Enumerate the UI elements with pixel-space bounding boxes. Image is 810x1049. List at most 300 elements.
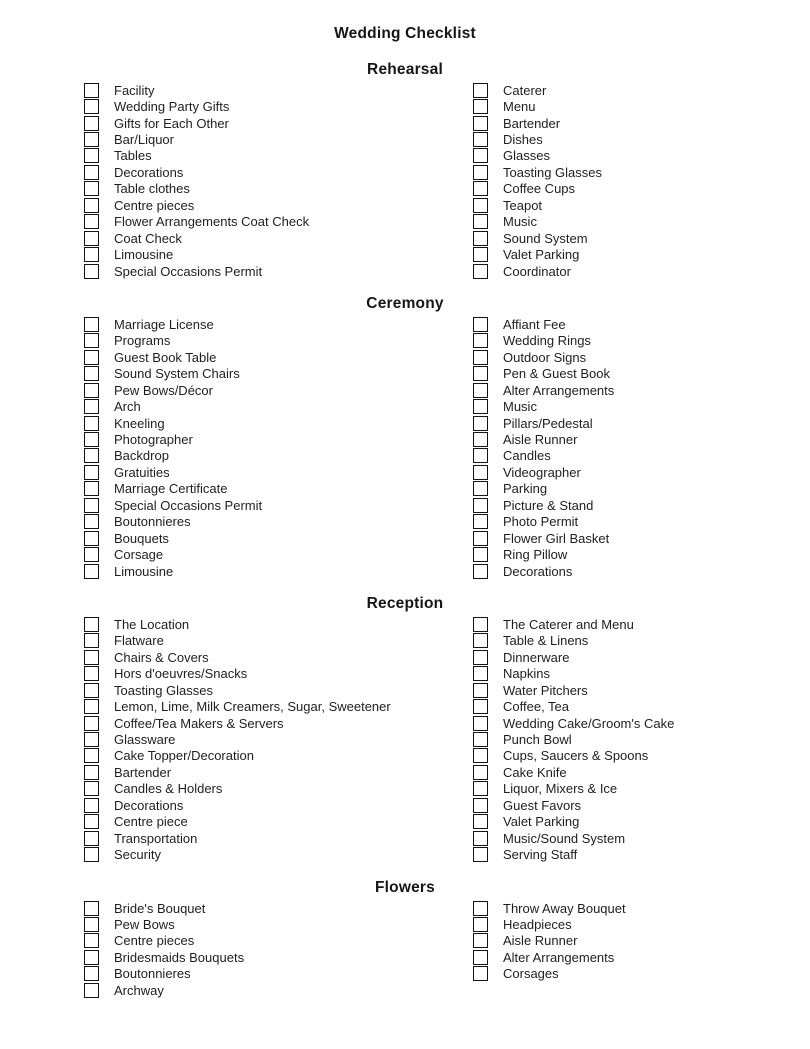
checklist-item-label: Ring Pillow — [503, 547, 568, 563]
checklist-item-row — [473, 316, 810, 332]
checklist-item-row — [84, 481, 473, 497]
checklist-item-row — [84, 497, 473, 513]
checkbox[interactable] — [84, 231, 99, 246]
checkbox[interactable] — [473, 514, 488, 529]
checklist-item-row — [473, 148, 810, 164]
checklist-item-label: Menu — [503, 99, 536, 115]
checklist-item-label: Coffee Cups — [503, 181, 576, 197]
checklist-item-label: Table clothes — [114, 181, 190, 197]
checklist-item-label: Coordinator — [503, 263, 571, 279]
checkbox[interactable] — [84, 514, 99, 529]
section-reception — [0, 596, 810, 863]
checklist-item-label: Sound System — [503, 230, 588, 246]
checkbox[interactable] — [473, 732, 488, 747]
checklist-item-row — [473, 546, 810, 562]
checkbox[interactable] — [84, 399, 99, 414]
checkbox[interactable] — [473, 933, 488, 948]
checkbox[interactable] — [473, 564, 488, 579]
checklist-item-label: Liquor, Mixers & Ice — [503, 781, 618, 797]
checklist-item-label: Toasting Glasses — [503, 164, 602, 180]
checklist-item-label: Music — [503, 214, 537, 230]
checklist-item-row — [84, 382, 473, 398]
checklist-item-row — [84, 698, 473, 714]
checklist-item-label: Special Occasions Permit — [114, 263, 263, 279]
checklist-item-label: Coffee, Tea — [503, 699, 570, 715]
checklist-item-row — [84, 715, 473, 731]
checklist-item-row — [473, 764, 810, 780]
checklist-item-label: Programs — [114, 333, 171, 349]
checklist-item-label: Bartender — [114, 764, 172, 780]
checkbox[interactable] — [84, 448, 99, 463]
section-ceremony — [0, 296, 810, 579]
checklist-item-label: Tables — [114, 148, 152, 164]
left-column — [84, 82, 473, 279]
checkbox[interactable] — [473, 317, 488, 332]
checklist-item-label: Table & Linens — [503, 633, 589, 649]
checklist-item-row — [84, 616, 473, 632]
checkbox[interactable] — [84, 465, 99, 480]
checkbox[interactable] — [84, 333, 99, 348]
checklist-item-row — [84, 82, 473, 98]
checklist-item-row — [473, 230, 810, 246]
checkbox[interactable] — [473, 699, 488, 714]
checkbox[interactable] — [84, 350, 99, 365]
left-column — [84, 316, 473, 579]
section-flowers — [0, 880, 810, 999]
checklist-item-label: Candles & Holders — [114, 781, 223, 797]
checkbox[interactable] — [473, 432, 488, 447]
checklist-item-label: Security — [114, 847, 161, 863]
checklist-item-label: Centre pieces — [114, 933, 195, 949]
checkbox[interactable] — [84, 716, 99, 731]
checklist-item-row — [84, 649, 473, 665]
checkbox[interactable] — [84, 416, 99, 431]
checklist-item-row — [473, 131, 810, 147]
checklist-item-row — [84, 546, 473, 562]
checklist-item-row — [473, 115, 810, 131]
checkbox[interactable] — [84, 983, 99, 998]
checklist-item-row — [84, 916, 473, 932]
checkbox[interactable] — [473, 198, 488, 213]
checkbox[interactable] — [473, 132, 488, 147]
checkbox[interactable] — [84, 666, 99, 681]
checklist-item-label: Punch Bowl — [503, 732, 572, 748]
checkbox[interactable] — [84, 781, 99, 796]
checklist-item-row — [84, 115, 473, 131]
checklist-item-row — [473, 846, 810, 862]
checkbox[interactable] — [84, 383, 99, 398]
checkbox[interactable] — [473, 465, 488, 480]
checklist-item-row — [84, 814, 473, 830]
checkbox[interactable] — [84, 950, 99, 965]
left-column — [84, 900, 473, 999]
right-column — [473, 316, 810, 579]
checklist-item-label: Centre pieces — [114, 197, 195, 213]
checklist-item-row — [473, 349, 810, 365]
checklist-item-row — [473, 382, 810, 398]
checklist-item-row — [84, 830, 473, 846]
checklist-item-label: Flower Girl Basket — [503, 530, 610, 546]
checkbox[interactable] — [84, 498, 99, 513]
checklist-item-row — [84, 731, 473, 747]
checklist-item-label: Limousine — [114, 247, 174, 263]
checklist-item-label: Marriage License — [114, 316, 214, 332]
checklist-item-row — [473, 263, 810, 279]
checkbox[interactable] — [473, 383, 488, 398]
checklist-item-row — [473, 682, 810, 698]
checklist-item-row — [473, 949, 810, 965]
checklist-item-row — [84, 846, 473, 862]
checkbox[interactable] — [84, 933, 99, 948]
checklist-item-row — [84, 563, 473, 579]
checkbox[interactable] — [473, 116, 488, 131]
checkbox[interactable] — [473, 165, 488, 180]
checklist-item-row — [473, 731, 810, 747]
checklist-item-label: Sound System Chairs — [114, 366, 240, 382]
checkbox[interactable] — [473, 99, 488, 114]
checklist-item-row — [84, 349, 473, 365]
checklist-item-row — [473, 246, 810, 262]
checkbox[interactable] — [473, 666, 488, 681]
checklist-item-label: Gratuities — [114, 464, 170, 480]
checklist-item-label: Bride's Bouquet — [114, 900, 206, 916]
checklist-item-row — [473, 214, 810, 230]
checklist-item-row — [473, 448, 810, 464]
checklist-item-label: Chairs & Covers — [114, 649, 209, 665]
checklist-item-label: Pew Bows/Décor — [114, 382, 213, 398]
section-columns — [0, 316, 810, 579]
left-column — [84, 616, 473, 863]
checklist-item-row — [473, 464, 810, 480]
checklist-item-row — [84, 197, 473, 213]
checklist-item-label: Centre piece — [114, 814, 188, 830]
checklist-item-label: Dishes — [503, 132, 543, 148]
checklist-item-label: Headpieces — [503, 916, 572, 932]
section-heading-ceremony: Ceremony — [366, 295, 444, 313]
checklist-item-label: Flatware — [114, 633, 164, 649]
checkbox[interactable] — [473, 416, 488, 431]
checkbox[interactable] — [473, 498, 488, 513]
checkbox[interactable] — [473, 231, 488, 246]
checkbox[interactable] — [473, 181, 488, 196]
checkbox[interactable] — [473, 448, 488, 463]
checklist-item-label: Decorations — [503, 563, 573, 579]
checkbox[interactable] — [84, 116, 99, 131]
checklist-item-label: Pen & Guest Book — [503, 366, 610, 382]
checklist-item-row — [84, 366, 473, 382]
checklist-item-label: Photo Permit — [503, 514, 579, 530]
checkbox[interactable] — [84, 650, 99, 665]
checkbox[interactable] — [84, 148, 99, 163]
checklist-item-row — [84, 797, 473, 813]
checkbox[interactable] — [84, 814, 99, 829]
checklist-item-row — [84, 966, 473, 982]
checkbox[interactable] — [84, 847, 99, 862]
checklist-item-row — [84, 748, 473, 764]
section-heading-flowers: Flowers — [375, 878, 435, 896]
checklist-item-label: Facility — [114, 82, 155, 98]
checklist-item-row — [84, 164, 473, 180]
checklist-item-label: Caterer — [503, 82, 547, 98]
checkbox[interactable] — [84, 432, 99, 447]
checkbox[interactable] — [473, 683, 488, 698]
checkbox[interactable] — [84, 83, 99, 98]
checklist-item-row — [473, 98, 810, 114]
checklist-item-row — [84, 246, 473, 262]
section-heading-rehearsal: Rehearsal — [367, 61, 443, 78]
checklist-item-row — [473, 781, 810, 797]
checklist-item-label: Corsage — [114, 547, 164, 563]
checklist-item-row — [473, 633, 810, 649]
checklist-item-row — [84, 682, 473, 698]
checklist-item-row — [473, 797, 810, 813]
checklist-item-label: Serving Staff — [503, 847, 578, 863]
section-rehearsal — [0, 62, 810, 279]
checklist-item-label: The Caterer and Menu — [503, 616, 634, 632]
checklist-item-row — [473, 563, 810, 579]
section-columns — [0, 900, 810, 999]
checklist-item-row — [473, 616, 810, 632]
checklist-item-label: Corsages — [503, 966, 559, 982]
checklist-item-row — [473, 497, 810, 513]
checklist-item-label: Alter Arrangements — [503, 382, 615, 398]
checkbox[interactable] — [473, 481, 488, 496]
checklist-item-label: Lemon, Lime, Milk Creamers, Sugar, Sweetener — [114, 699, 391, 715]
checklist-item-row — [473, 514, 810, 530]
checkbox[interactable] — [84, 765, 99, 780]
checklist-item-label: Affiant Fee — [503, 316, 566, 332]
section-heading-reception: Reception — [366, 595, 444, 613]
checkbox[interactable] — [473, 547, 488, 562]
checklist-item-row — [84, 448, 473, 464]
checklist-item-row — [84, 666, 473, 682]
checklist-item-label: Wedding Rings — [503, 333, 591, 349]
checklist-item-row — [473, 933, 810, 949]
checkbox[interactable] — [84, 683, 99, 698]
checklist-item-label: Teapot — [503, 197, 543, 213]
checklist-item-label: Bartender — [503, 115, 561, 131]
checklist-item-label: Decorations — [114, 164, 184, 180]
checklist-item-label: Boutonnieres — [114, 966, 191, 982]
checklist-item-row — [84, 333, 473, 349]
checklist-item-label: Photographer — [114, 432, 193, 448]
checklist-item-label: Glasses — [503, 148, 550, 164]
checkbox[interactable] — [473, 917, 488, 932]
checklist-item-label: Valet Parking — [503, 814, 580, 830]
checkbox[interactable] — [473, 214, 488, 229]
checklist-item-row — [84, 633, 473, 649]
checklist-item-row — [473, 715, 810, 731]
checklist-item-label: Bouquets — [114, 530, 169, 546]
right-column — [473, 82, 810, 279]
checklist-item-label: The Location — [114, 616, 190, 632]
checkbox[interactable] — [84, 181, 99, 196]
checklist-item-label: Gifts for Each Other — [114, 115, 229, 131]
checklist-item-row — [473, 530, 810, 546]
checkbox[interactable] — [84, 732, 99, 747]
checkbox[interactable] — [84, 366, 99, 381]
checklist-item-label: Pillars/Pedestal — [503, 415, 593, 431]
checkbox[interactable] — [84, 917, 99, 932]
checklist-item-row — [84, 781, 473, 797]
checklist-item-row — [84, 933, 473, 949]
checklist-item-label: Videographer — [503, 464, 581, 480]
checklist-item-row — [473, 814, 810, 830]
checkbox[interactable] — [473, 798, 488, 813]
checklist-item-label: Backdrop — [114, 448, 169, 464]
checkbox[interactable] — [473, 765, 488, 780]
checkbox[interactable] — [84, 165, 99, 180]
checklist-item-label: Music — [503, 399, 537, 415]
sections-container — [0, 62, 810, 998]
checklist-item-label: Limousine — [114, 563, 174, 579]
checkbox[interactable] — [84, 798, 99, 813]
checklist-item-label: Picture & Stand — [503, 497, 594, 513]
checkbox[interactable] — [84, 901, 99, 916]
checklist-item-label: Guest Book Table — [114, 349, 217, 365]
checkbox[interactable] — [473, 333, 488, 348]
checklist-item-row — [84, 982, 473, 998]
checklist-item-label: Decorations — [114, 797, 184, 813]
checklist-item-label: Transportation — [114, 830, 198, 846]
checklist-item-row — [473, 966, 810, 982]
checkbox[interactable] — [473, 264, 488, 279]
checklist-item-label: Glassware — [114, 732, 176, 748]
checklist-item-row — [84, 415, 473, 431]
checklist-item-row — [473, 916, 810, 932]
checklist-item-row — [473, 82, 810, 98]
checkbox[interactable] — [473, 633, 488, 648]
checkbox[interactable] — [473, 399, 488, 414]
checkbox[interactable] — [84, 214, 99, 229]
checklist-item-row — [473, 748, 810, 764]
checklist-item-label: Water Pitchers — [503, 682, 588, 698]
checkbox[interactable] — [473, 83, 488, 98]
checklist-item-row — [84, 949, 473, 965]
checklist-item-label: Special Occasions Permit — [114, 497, 263, 513]
checklist-item-label: Bridesmaids Bouquets — [114, 949, 245, 965]
checklist-item-label: Aisle Runner — [503, 933, 578, 949]
checkbox[interactable] — [84, 531, 99, 546]
checkbox[interactable] — [473, 950, 488, 965]
checkbox[interactable] — [84, 831, 99, 846]
checklist-item-row — [84, 148, 473, 164]
checklist-item-label: Music/Sound System — [503, 830, 626, 846]
checklist-item-row — [473, 164, 810, 180]
checkbox[interactable] — [473, 366, 488, 381]
checkbox[interactable] — [473, 748, 488, 763]
checklist-item-label: Candles — [503, 448, 551, 464]
checklist-item-row — [84, 263, 473, 279]
checklist-item-row — [473, 181, 810, 197]
section-columns — [0, 616, 810, 863]
checklist-item-label: Outdoor Signs — [503, 349, 587, 365]
checklist-item-row — [473, 431, 810, 447]
checklist-item-row — [473, 415, 810, 431]
checklist-item-label: Napkins — [503, 666, 550, 682]
checkbox[interactable] — [473, 901, 488, 916]
checkbox[interactable] — [473, 531, 488, 546]
checkbox[interactable] — [473, 814, 488, 829]
checkbox[interactable] — [84, 481, 99, 496]
checkbox[interactable] — [84, 617, 99, 632]
checklist-item-label: Kneeling — [114, 415, 165, 431]
checklist-item-label: Dinnerware — [503, 649, 570, 665]
checkbox[interactable] — [84, 547, 99, 562]
checklist-item-row — [473, 197, 810, 213]
section-columns — [0, 82, 810, 279]
checklist-item-row — [473, 366, 810, 382]
checkbox[interactable] — [473, 966, 488, 981]
checkbox[interactable] — [473, 350, 488, 365]
checklist-item-label: Arch — [114, 399, 141, 415]
checkbox[interactable] — [473, 650, 488, 665]
checkbox[interactable] — [473, 247, 488, 262]
checklist-item-row — [84, 131, 473, 147]
checklist-item-row — [473, 900, 810, 916]
checklist-item-row — [84, 764, 473, 780]
checkbox[interactable] — [473, 831, 488, 846]
checklist-item-label: Toasting Glasses — [114, 682, 213, 698]
checkbox[interactable] — [84, 264, 99, 279]
checkbox[interactable] — [84, 633, 99, 648]
checkbox[interactable] — [84, 564, 99, 579]
checklist-item-row — [84, 900, 473, 916]
checklist-item-label: Cake Topper/Decoration — [114, 748, 254, 764]
checklist-item-row — [473, 698, 810, 714]
checkbox[interactable] — [84, 966, 99, 981]
checklist-item-row — [84, 530, 473, 546]
checklist-item-row — [84, 316, 473, 332]
checkbox[interactable] — [84, 317, 99, 332]
right-column — [473, 616, 810, 863]
checkbox[interactable] — [84, 748, 99, 763]
checkbox[interactable] — [473, 781, 488, 796]
checkbox[interactable] — [84, 132, 99, 147]
checklist-item-label: Guest Favors — [503, 797, 582, 813]
checklist-item-label: Coat Check — [114, 230, 182, 246]
checklist-item-label: Throw Away Bouquet — [503, 900, 626, 916]
checklist-item-row — [84, 514, 473, 530]
checklist-item-label: Archway — [114, 982, 164, 998]
checkbox[interactable] — [84, 99, 99, 114]
checkbox[interactable] — [84, 198, 99, 213]
checklist-item-label: Boutonnieres — [114, 514, 191, 530]
checklist-item-label: Marriage Certificate — [114, 481, 228, 497]
checklist-item-row — [473, 398, 810, 414]
checklist-item-row — [84, 214, 473, 230]
checklist-item-row — [473, 830, 810, 846]
checklist-item-row — [473, 481, 810, 497]
checkbox[interactable] — [84, 247, 99, 262]
checklist-item-row — [473, 666, 810, 682]
checklist-item-label: Alter Arrangements — [503, 949, 615, 965]
checkbox[interactable] — [473, 847, 488, 862]
checkbox[interactable] — [473, 716, 488, 731]
checkbox[interactable] — [84, 699, 99, 714]
checklist-item-row — [473, 649, 810, 665]
page-title: Wedding Checklist — [334, 25, 476, 42]
checklist-item-row — [84, 181, 473, 197]
checklist-item-label: Cake Knife — [503, 764, 567, 780]
checkbox[interactable] — [473, 617, 488, 632]
checklist-item-label: Wedding Party Gifts — [114, 99, 230, 115]
checklist-item-label: Bar/Liquor — [114, 132, 174, 148]
checklist-item-label: Aisle Runner — [503, 432, 578, 448]
checkbox[interactable] — [473, 148, 488, 163]
checklist-item-row — [84, 464, 473, 480]
checklist-item-label: Flower Arrangements Coat Check — [114, 214, 310, 230]
